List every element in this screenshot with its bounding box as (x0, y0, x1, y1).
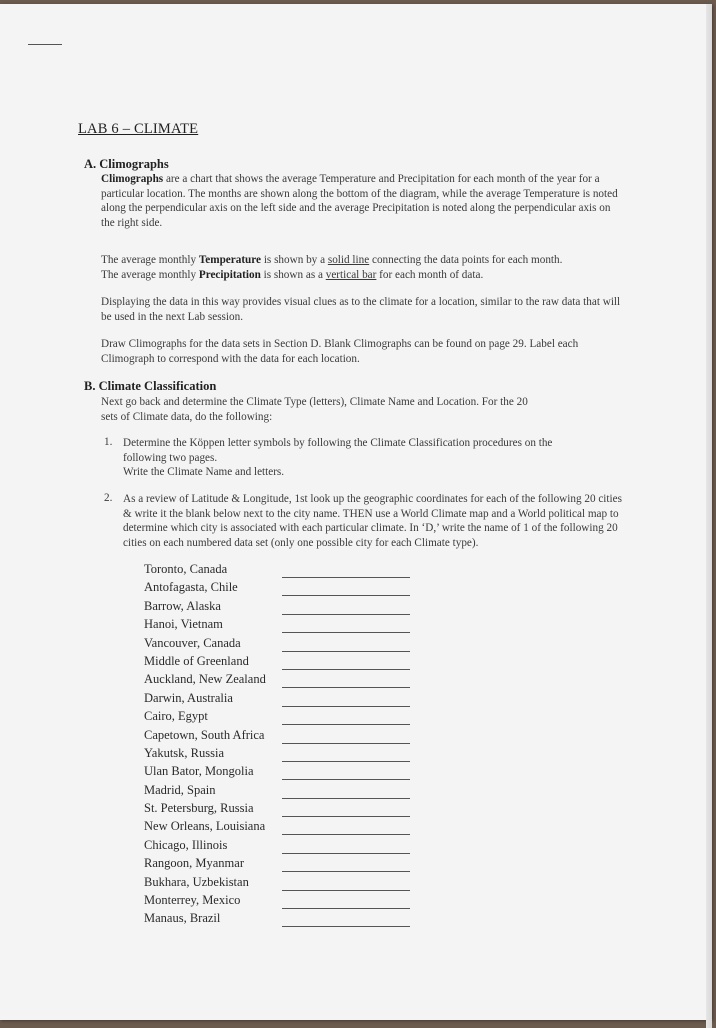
city-row (144, 672, 424, 690)
city-name: Yakutsk, Russia (144, 745, 224, 760)
section-a-paragraph-4: Draw Climographs for the data sets in Section D. Blank Climographs can be found on page 29. Label each Climograph to correspond with the data for each location. (101, 338, 579, 365)
city-row (144, 654, 424, 672)
page-title: LAB 6 – CLIMATE (78, 121, 199, 137)
text-run: is shown as a (260, 268, 326, 281)
text-run: The average monthly (101, 254, 199, 266)
city-name: Toronto, Canada (144, 562, 228, 576)
city-row (144, 764, 424, 782)
city-name: Chicago, Illinois (144, 837, 228, 852)
coordinates-blank-line[interactable] (282, 687, 410, 688)
item-1-line-2: Write the Climate Name and letters. (123, 466, 285, 478)
coordinates-blank-line[interactable] (282, 853, 410, 854)
item-1-line: Determine the Köppen letter symbols by following the Climate Classification procedures on the following two pages. (123, 437, 553, 464)
coordinates-blank-line[interactable] (282, 595, 410, 596)
section-a-paragraph-1 (101, 172, 623, 230)
page-edge (706, 4, 712, 1028)
city-row (144, 856, 424, 874)
coordinates-blank-line[interactable] (282, 890, 410, 891)
coordinates-blank-line[interactable] (282, 871, 410, 872)
text-run: is shown by a (261, 254, 328, 266)
coordinates-blank-line[interactable] (282, 651, 410, 652)
climographs-term: Climographs (101, 173, 164, 185)
coordinates-blank-line[interactable] (282, 779, 410, 780)
solid-line-term: solid line (327, 254, 370, 266)
text-run: connecting the data points for each month. (369, 254, 563, 266)
city-name: Middle of Greenland (144, 653, 249, 668)
coordinates-blank-line[interactable] (282, 706, 410, 707)
city-name: New Orleans, Louisiana (144, 819, 266, 834)
precipitation-term: Precipitation (198, 268, 261, 281)
coordinates-blank-line[interactable] (282, 743, 410, 744)
city-name: Bukhara, Uzbekistan (144, 874, 249, 889)
city-name: Auckland, New Zealand (144, 672, 266, 687)
city-list (144, 562, 424, 930)
city-name: Ulan Bator, Mongolia (144, 764, 254, 779)
city-name: Darwin, Australia (144, 690, 233, 705)
item-2-text: As a review of Latitude & Longitude, 1st look up the geographic coordinates for each of the following 20 cities & write it the blank below next to the city name. THEN use a World Climate map and a World political map to determine which city is associated with each particular climate. In ‘D,’ write the name of 1 of the following 20 cities on each numbered data set (only one possible city for each Climate type). (123, 493, 622, 549)
city-row (144, 599, 424, 617)
item-1-number: 1. (104, 436, 113, 448)
coordinates-blank-line[interactable] (282, 798, 410, 799)
item-2-number: 2. (104, 492, 113, 504)
city-name: Hanoi, Vietnam (144, 617, 223, 632)
city-name: Manaus, Brazil (144, 911, 221, 926)
city-row (144, 783, 424, 801)
paragraph-1-text: are a chart that shows the average Temperature and Precipitation for each month of the year for a particular location. The months are shown along the bottom of the diagram, while the average Temperature is noted along the perpendicular axis on the left side and the average Precipitation is noted along the perpendicular axis on the right side. (101, 173, 618, 229)
city-name: Capetown, South Africa (144, 727, 265, 742)
city-row (144, 838, 424, 856)
pen-mark (28, 44, 62, 45)
coordinates-blank-line[interactable] (282, 834, 410, 835)
city-name: Madrid, Spain (144, 782, 216, 797)
city-name: St. Petersburg, Russia (144, 801, 254, 816)
city-name: Barrow, Alaska (144, 598, 221, 613)
city-row (144, 562, 424, 580)
temperature-term: Temperature (198, 254, 262, 266)
city-row (144, 636, 424, 654)
city-row (144, 691, 424, 709)
city-row (144, 819, 424, 837)
coordinates-blank-line[interactable] (282, 577, 410, 578)
worksheet-page (0, 4, 712, 1020)
section-a-paragraph-3: Displaying the data in this way provides visual clues as to the climate for a location, similar to the raw data that will be used in the next Lab session. (101, 296, 621, 323)
coordinates-blank-line[interactable] (282, 614, 410, 615)
section-a-heading: A. Climographs (84, 157, 169, 171)
city-row (144, 911, 424, 929)
city-name: Monterrey, Mexico (144, 893, 241, 908)
city-row (144, 875, 424, 893)
city-name: Vancouver, Canada (144, 635, 241, 650)
text-run: for each month of data. (376, 268, 484, 281)
coordinates-blank-line[interactable] (282, 908, 410, 909)
city-name: Antofagasta, Chile (144, 580, 238, 595)
city-row (144, 580, 424, 598)
coordinates-blank-line[interactable] (282, 669, 410, 670)
section-b-intro: Next go back and determine the Climate Type (letters), Climate Name and Location. For the 20 sets of Climate data, do the following: (101, 396, 528, 423)
city-name: Rangoon, Myanmar (144, 856, 244, 871)
city-row (144, 746, 424, 764)
coordinates-blank-line[interactable] (282, 632, 410, 633)
item-1-text (123, 436, 593, 480)
text-run: The average monthly (101, 268, 199, 281)
section-a-paragraph-2 (101, 253, 623, 282)
city-row (144, 801, 424, 819)
city-row (144, 709, 424, 727)
city-name: Cairo, Egypt (144, 709, 208, 724)
coordinates-blank-line[interactable] (282, 816, 410, 817)
city-row (144, 617, 424, 635)
coordinates-blank-line[interactable] (282, 761, 410, 762)
vertical-bar-term: vertical bar (325, 268, 377, 281)
coordinates-blank-line[interactable] (282, 724, 410, 725)
city-row (144, 893, 424, 911)
city-row (144, 728, 424, 746)
section-b-heading: B. Climate Classification (84, 379, 217, 393)
coordinates-blank-line[interactable] (282, 926, 410, 927)
